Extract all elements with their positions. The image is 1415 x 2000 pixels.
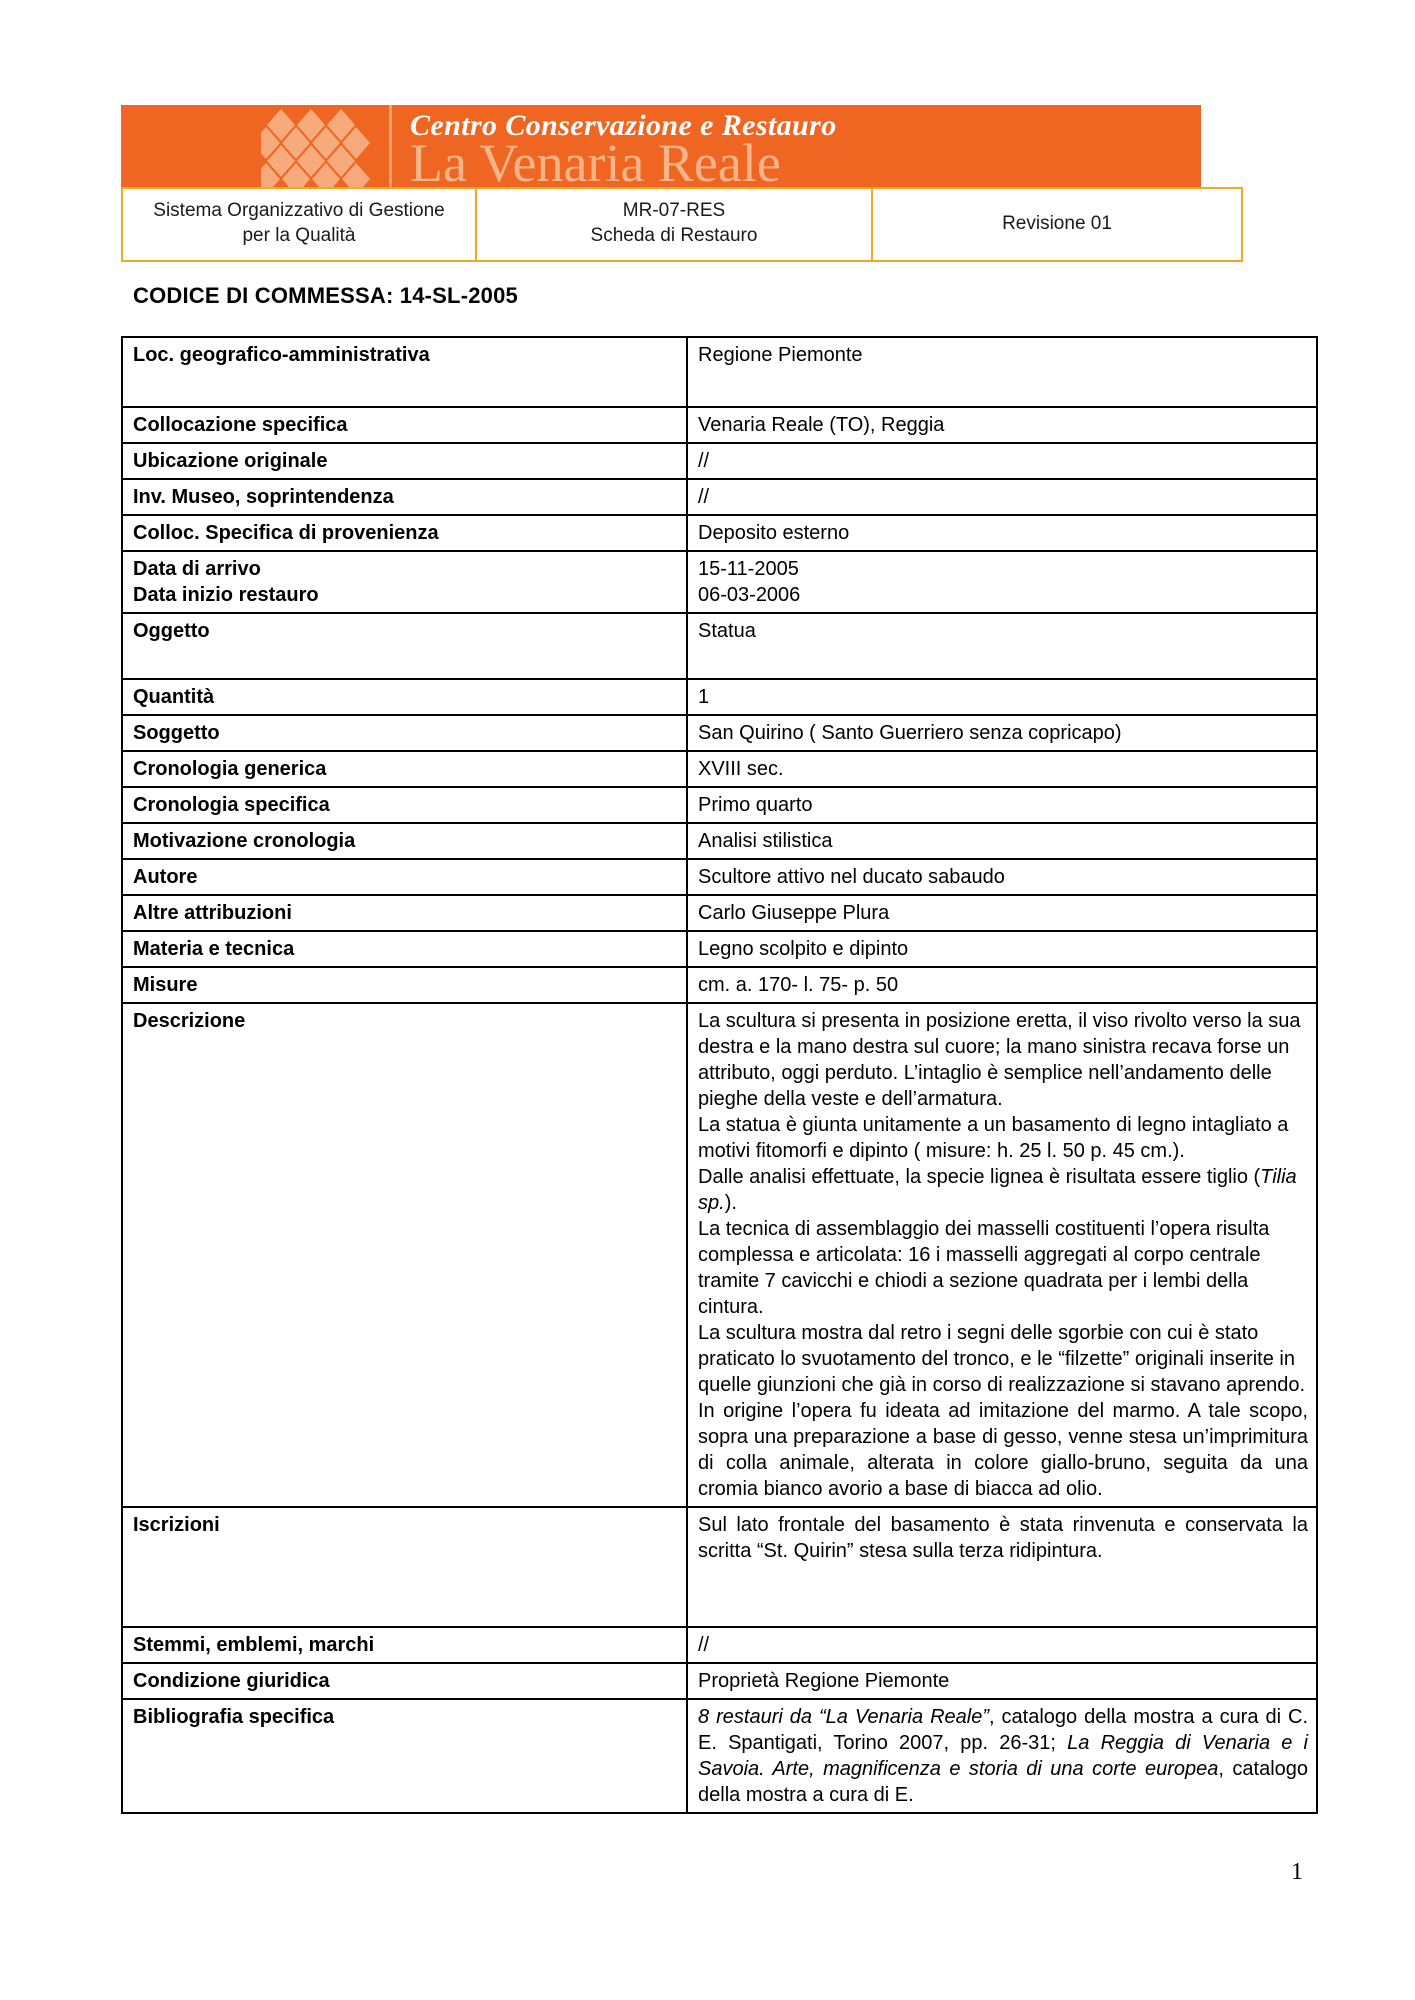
table-row [122, 931, 1317, 967]
restoration-record-table [121, 336, 1318, 1814]
field-label: Ubicazione originale [122, 443, 687, 479]
bibliography-title-2: La Reggia di Venaria e i Savoia. Arte, magnificenza e storia di una corte europea [698, 1732, 1309, 1780]
table-row [122, 679, 1317, 715]
field-value-bibliography [687, 1699, 1317, 1813]
field-value: 1 [687, 679, 1317, 715]
page-number: 1 [1291, 1859, 1303, 1885]
table-row [122, 407, 1317, 443]
header-cell-form-code [476, 188, 872, 261]
field-label-inscriptions: Iscrizioni [122, 1507, 687, 1627]
table-row [122, 859, 1317, 895]
table-row [122, 337, 1317, 407]
field-label: Inv. Museo, soprintendenza [122, 479, 687, 515]
field-value: XVIII sec. [687, 751, 1317, 787]
field-label-dates [122, 551, 687, 613]
table-row [122, 443, 1317, 479]
field-value-restoration-start-date: 06-03-2006 [698, 584, 801, 606]
table-row [122, 515, 1317, 551]
field-value: Deposito esterno [687, 515, 1317, 551]
table-row [122, 895, 1317, 931]
field-label: Cronologia generica [122, 751, 687, 787]
field-label-arrival-date: Data di arrivo [133, 558, 261, 580]
field-label: Altre attribuzioni [122, 895, 687, 931]
field-value: Primo quarto [687, 787, 1317, 823]
header-cell-quality-system [122, 188, 476, 261]
table-row-bibliography [122, 1699, 1317, 1813]
field-label: Oggetto [122, 613, 687, 679]
description-paragraph: In origine l’opera fu ideata ad imitazione del marmo. A tale scopo, sopra una preparazione a base di gesso, venne stesa un’imprimitura di colla animale, alterata in colore giallo-bruno, seguita da una cromia bianco avorio a base di biacca ad olio. [698, 1400, 1308, 1500]
description-paragraph: La scultura si presenta in posizione eretta, il viso rivolto verso la sua destra e la mano destra sul cuore; la mano sinistra recava forse un attributo, oggi perduto. L’intaglio è semplice nell’andamento delle pieghe della veste e dell’armatura. [698, 1010, 1301, 1110]
field-value: // [687, 479, 1317, 515]
description-paragraph: La scultura mostra dal retro i segni delle sgorbie con cui è stato praticato lo svuotamento del tronco, e le “filzette” originali inserite in quelle giunzioni che già in corso di realizzazione si stavano aprendo. [698, 1322, 1306, 1396]
field-value: Analisi stilistica [687, 823, 1317, 859]
table-row [122, 551, 1317, 613]
field-value: Venaria Reale (TO), Reggia [687, 407, 1317, 443]
field-label-restoration-start-date: Data inizio restauro [133, 584, 319, 606]
field-label: Loc. geografico-amministrativa [122, 337, 687, 407]
field-value-dates [687, 551, 1317, 613]
field-value: Carlo Giuseppe Plura [687, 895, 1317, 931]
header-quality-line2: per la Qualità [242, 225, 356, 246]
document-header [121, 105, 1201, 262]
field-label: Condizione giuridica [122, 1663, 687, 1699]
field-label: Motivazione cronologia [122, 823, 687, 859]
field-value: // [687, 443, 1317, 479]
header-form-code: MR-07-RES [622, 200, 726, 221]
table-row [122, 715, 1317, 751]
field-label: Quantità [122, 679, 687, 715]
field-label: Cronologia specifica [122, 787, 687, 823]
header-cell-revision [872, 188, 1242, 261]
bibliography-title-1: 8 restauri da “La Venaria Reale” [698, 1706, 989, 1728]
header-revision: Revisione 01 [1002, 212, 1112, 234]
field-value: cm. a. 170- l. 75- p. 50 [687, 967, 1317, 1003]
bibliography-text-1: , catalogo della mostra a cura di C. E. Spantigati, Torino 2007, pp. 26-31; [698, 1706, 1308, 1754]
field-value-arrival-date: 15-11-2005 [698, 558, 799, 580]
species-latin-name: Tilia sp. [698, 1166, 1297, 1214]
table-row-inscriptions [122, 1507, 1317, 1627]
table-row [122, 613, 1317, 679]
field-value-description [687, 1003, 1317, 1507]
diamond-lattice-icon [261, 105, 383, 187]
field-label: Soggetto [122, 715, 687, 751]
table-row [122, 479, 1317, 515]
logo-band [121, 105, 1201, 187]
table-row-description [122, 1003, 1317, 1507]
field-value: Statua [687, 613, 1317, 679]
table-row [122, 751, 1317, 787]
field-value: // [687, 1627, 1317, 1663]
table-row [122, 1627, 1317, 1663]
field-label: Autore [122, 859, 687, 895]
logo-wordmark [392, 105, 1201, 187]
species-suffix: ). [724, 1192, 737, 1214]
bibliography-text-2: , catalogo della mostra a cura di E. [698, 1758, 1309, 1806]
description-paragraph: La tecnica di assemblaggio dei masselli costituenti l’opera risulta complessa e articolata: 16 i masselli aggregati al corpo centrale tramite 7 cavicchi e chiodi a sezione quadrata per i lembi della cintura. [698, 1218, 1270, 1318]
restoration-record-table-wrap [121, 336, 1309, 1814]
header-table-row [122, 188, 1242, 261]
field-value: Legno scolpito e dipinto [687, 931, 1317, 967]
field-value: San Quirino ( Santo Guerriero senza copricapo) [687, 715, 1317, 751]
description-paragraph-species [698, 1164, 1308, 1216]
header-form-title: Scheda di Restauro [590, 225, 758, 246]
field-value: Proprietà Regione Piemonte [687, 1663, 1317, 1699]
page-title: CODICE DI COMMESSA: 14-SL-2005 [133, 283, 518, 308]
table-row [122, 823, 1317, 859]
logo-title-line1: Centro Conservazione e Restauro [410, 109, 837, 142]
field-label-description: Descrizione [122, 1003, 687, 1507]
field-value: Regione Piemonte [687, 337, 1317, 407]
header-info-table [121, 187, 1243, 262]
field-label: Collocazione specifica [122, 407, 687, 443]
field-label: Misure [122, 967, 687, 1003]
field-label-bibliography: Bibliografia specifica [122, 1699, 687, 1813]
field-value: Scultore attivo nel ducato sabaudo [687, 859, 1317, 895]
field-label: Stemmi, emblemi, marchi [122, 1627, 687, 1663]
field-label: Colloc. Specifica di provenienza [122, 515, 687, 551]
field-label: Materia e tecnica [122, 931, 687, 967]
description-paragraph: La statua è giunta unitamente a un basamento di legno intagliato a motivi fitomorfi e dipinto ( misure: h. 25 l. 50 p. 45 cm.). [698, 1114, 1289, 1162]
table-row [122, 787, 1317, 823]
header-quality-line1: Sistema Organizzativo di Gestione [153, 200, 445, 221]
field-value-inscriptions: Sul lato frontale del basamento è stata rinvenuta e conservata la scritta “St. Quirin” stesa sulla terza ridipintura. [687, 1507, 1317, 1627]
logo-title-line2: La Venaria Reale [410, 133, 781, 187]
table-row [122, 1663, 1317, 1699]
table-row [122, 967, 1317, 1003]
species-prefix: Dalle analisi effettuate, la specie lignea è risultata essere tiglio ( [698, 1166, 1261, 1188]
